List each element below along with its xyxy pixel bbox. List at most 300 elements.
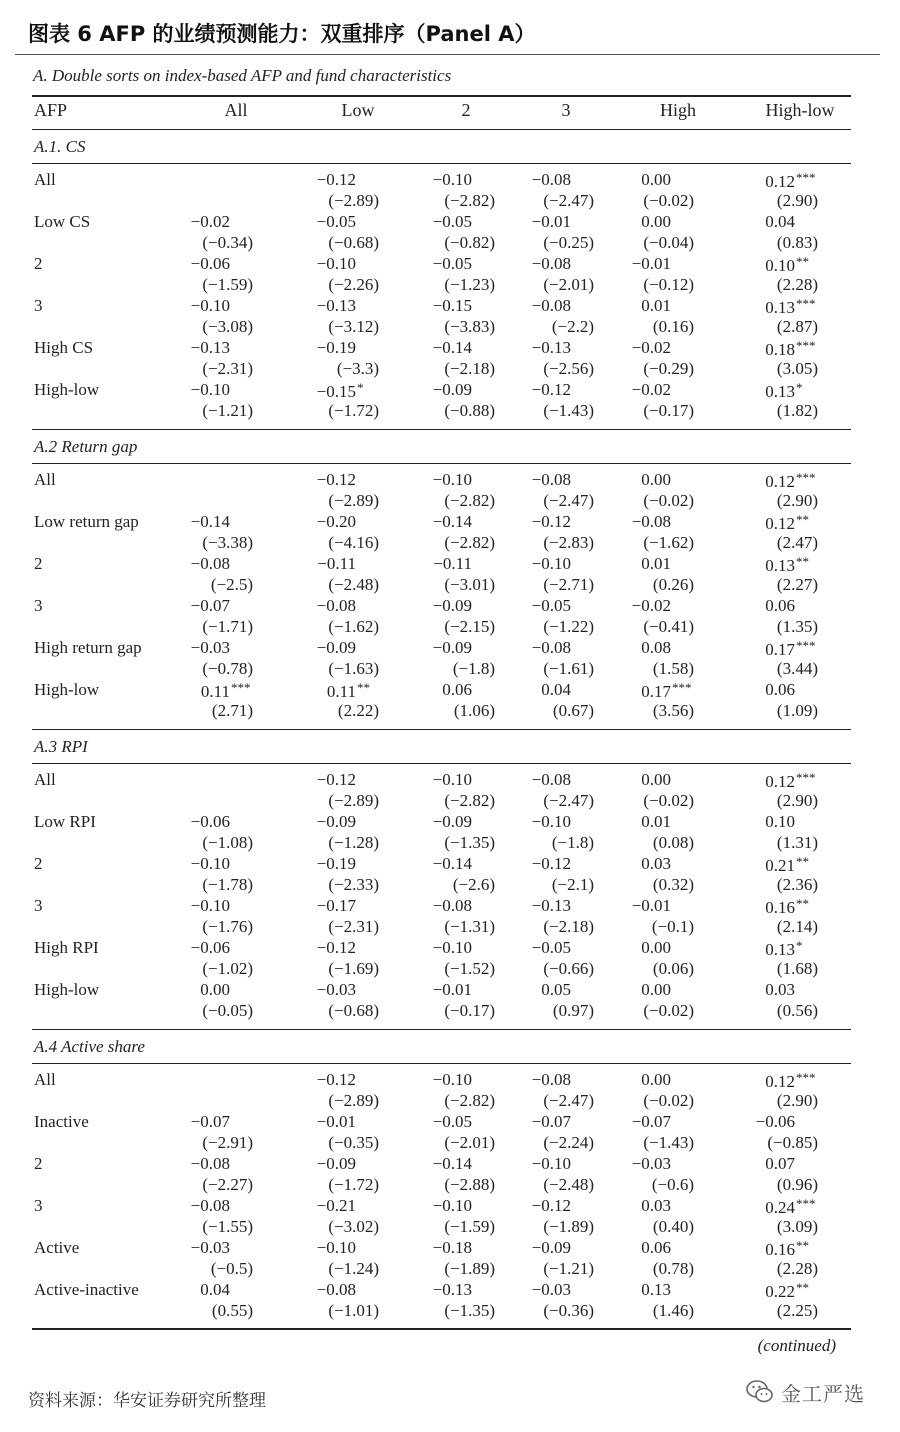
coef-value: 0.17 bbox=[641, 682, 671, 701]
tstat-cell: (−0.02) bbox=[643, 491, 694, 510]
tstat-cell: (−0.29) bbox=[643, 359, 694, 378]
coef-cell bbox=[605, 980, 694, 1000]
coef-cell bbox=[730, 1196, 818, 1218]
tstat-cell: (3.09) bbox=[776, 1217, 818, 1236]
coef-cell bbox=[730, 296, 818, 318]
coef-value: −0.03 bbox=[190, 638, 230, 657]
tstat-cell: (2.22) bbox=[337, 701, 379, 720]
coef-value: −0.05 bbox=[531, 938, 571, 957]
header-all: All bbox=[224, 100, 248, 120]
row-label: 3 bbox=[34, 596, 43, 615]
tstat-cell: (−2.6) bbox=[452, 875, 495, 894]
row-label: 3 bbox=[34, 296, 43, 315]
row-label: High-low bbox=[34, 980, 100, 999]
tstat-cell: (−0.02) bbox=[643, 791, 694, 810]
coef-cell bbox=[150, 380, 253, 400]
coef-cell bbox=[265, 254, 379, 274]
tstat-cell: (−1.62) bbox=[328, 617, 379, 636]
tstat-cell: (−1.59) bbox=[202, 275, 253, 294]
coef-value: 0.06 bbox=[765, 596, 795, 615]
tstat-cell: (2.47) bbox=[776, 533, 818, 552]
table-row bbox=[0, 680, 900, 722]
tstat-cell: (−2.47) bbox=[543, 491, 594, 510]
coef-cell bbox=[150, 512, 253, 532]
coef-value: −0.05 bbox=[432, 212, 472, 231]
coef-value: −0.13 bbox=[432, 1280, 472, 1299]
table-row bbox=[0, 1070, 900, 1112]
coef-cell bbox=[500, 638, 594, 658]
section-rule bbox=[32, 729, 851, 730]
tstat-cell: (−1.52) bbox=[444, 959, 495, 978]
coef-cell bbox=[605, 1070, 694, 1090]
tstat-cell: (−0.82) bbox=[444, 233, 495, 252]
header-low: Low bbox=[341, 100, 375, 120]
tstat-cell: (−1.55) bbox=[202, 1217, 253, 1236]
tstat-cell: (−0.66) bbox=[543, 959, 594, 978]
tstat-cell: (−0.02) bbox=[643, 1001, 694, 1020]
coef-cell bbox=[500, 338, 594, 358]
tstat-cell: (−0.05) bbox=[202, 1001, 253, 1020]
table-row bbox=[0, 212, 900, 254]
tstat-cell: (−0.5) bbox=[210, 1259, 253, 1278]
section-title: A.1. CS bbox=[34, 137, 86, 156]
tstat-cell: (−0.68) bbox=[328, 233, 379, 252]
tstat-cell: (−1.31) bbox=[444, 917, 495, 936]
coef-cell bbox=[150, 938, 253, 958]
coef-value: −0.08 bbox=[190, 1154, 230, 1173]
coef-value: −0.08 bbox=[531, 638, 571, 657]
coef-cell bbox=[605, 854, 694, 874]
wechat-logo bbox=[745, 1377, 865, 1407]
coef-cell bbox=[150, 770, 253, 790]
coef-cell bbox=[605, 1238, 694, 1258]
table-row bbox=[0, 980, 900, 1022]
coef-value: −0.08 bbox=[316, 596, 356, 615]
table-row bbox=[0, 638, 900, 680]
significance-stars: * bbox=[796, 380, 803, 395]
coef-cell bbox=[500, 212, 594, 232]
tstat-cell: (2.14) bbox=[776, 917, 818, 936]
significance-stars: ** bbox=[796, 896, 809, 911]
significance-stars: *** bbox=[796, 338, 816, 353]
coef-cell bbox=[500, 1112, 594, 1132]
coef-cell bbox=[500, 470, 594, 490]
coef-value: −0.10 bbox=[432, 1070, 472, 1089]
coef-cell bbox=[265, 1154, 379, 1174]
coef-cell bbox=[500, 1196, 594, 1216]
tstat-cell: (1.31) bbox=[776, 833, 818, 852]
coef-cell bbox=[730, 596, 818, 616]
coef-value: −0.14 bbox=[432, 854, 472, 873]
coef-cell bbox=[150, 680, 253, 702]
row-label: High RPI bbox=[34, 938, 99, 957]
table-row bbox=[0, 380, 900, 422]
coef-value: −0.12 bbox=[316, 770, 356, 789]
coef-value: −0.02 bbox=[631, 380, 671, 399]
table-row bbox=[0, 512, 900, 554]
tstat-cell: (−0.41) bbox=[643, 617, 694, 636]
table-header-row bbox=[0, 100, 900, 124]
coef-value: 0.13 bbox=[765, 298, 795, 317]
significance-stars: ** bbox=[357, 680, 370, 695]
tstat-cell: (−1.63) bbox=[328, 659, 379, 678]
tstat-cell: (2.36) bbox=[776, 875, 818, 894]
coef-cell bbox=[265, 770, 379, 790]
coef-cell bbox=[265, 470, 379, 490]
coef-cell bbox=[500, 770, 594, 790]
tstat-cell: (−0.36) bbox=[543, 1301, 594, 1320]
coef-value: 0.21 bbox=[765, 856, 795, 875]
coef-cell bbox=[390, 1196, 495, 1216]
coef-value: 0.12 bbox=[765, 172, 795, 191]
coef-cell bbox=[150, 338, 253, 358]
coef-value: 0.12 bbox=[765, 472, 795, 491]
tstat-cell: (0.67) bbox=[552, 701, 594, 720]
coef-cell bbox=[390, 296, 495, 316]
coef-value: −0.03 bbox=[531, 1280, 571, 1299]
coef-cell bbox=[150, 1154, 253, 1174]
coef-cell bbox=[605, 170, 694, 190]
coef-cell bbox=[150, 896, 253, 916]
tstat-cell: (2.25) bbox=[776, 1301, 818, 1320]
coef-value: 0.00 bbox=[641, 170, 671, 189]
coef-cell bbox=[605, 470, 694, 490]
tstat-cell: (−0.1) bbox=[651, 917, 694, 936]
coef-value: −0.13 bbox=[190, 338, 230, 357]
coef-cell bbox=[730, 380, 818, 402]
coef-value: 0.13 bbox=[765, 382, 795, 401]
coef-cell bbox=[730, 1280, 818, 1302]
coef-value: −0.10 bbox=[432, 938, 472, 957]
table-row bbox=[0, 1196, 900, 1238]
section-title-rule bbox=[32, 163, 851, 164]
coef-value: 0.12 bbox=[765, 1072, 795, 1091]
tstat-cell: (2.90) bbox=[776, 191, 818, 210]
row-label: Low CS bbox=[34, 212, 91, 231]
section-title-rule bbox=[32, 463, 851, 464]
coef-value: −0.10 bbox=[531, 1154, 571, 1173]
significance-stars: * bbox=[796, 938, 803, 953]
coef-value: −0.08 bbox=[531, 770, 571, 789]
coef-value: −0.10 bbox=[432, 770, 472, 789]
tstat-cell: (−2.82) bbox=[444, 533, 495, 552]
section-title: A.3 RPI bbox=[34, 737, 88, 756]
tstat-cell: (−0.04) bbox=[643, 233, 694, 252]
coef-value: −0.12 bbox=[531, 380, 571, 399]
coef-value: 0.11 bbox=[326, 682, 356, 701]
coef-value: −0.12 bbox=[531, 854, 571, 873]
table-row bbox=[0, 854, 900, 896]
coef-cell bbox=[265, 1280, 379, 1300]
tstat-cell: (0.96) bbox=[776, 1175, 818, 1194]
coef-value: −0.11 bbox=[433, 554, 472, 573]
coef-value: −0.08 bbox=[190, 1196, 230, 1215]
header-high-low: High-low bbox=[765, 100, 835, 120]
coef-value: −0.03 bbox=[631, 1154, 671, 1173]
coef-cell bbox=[730, 1238, 818, 1260]
coef-cell bbox=[150, 296, 253, 316]
coef-value: −0.08 bbox=[316, 1280, 356, 1299]
tstat-cell: (−0.25) bbox=[543, 233, 594, 252]
tstat-cell: (−0.34) bbox=[202, 233, 253, 252]
tstat-cell: (−0.17) bbox=[444, 1001, 495, 1020]
coef-value: −0.08 bbox=[531, 1070, 571, 1089]
tstat-cell: (−1.35) bbox=[444, 1301, 495, 1320]
coef-cell bbox=[605, 212, 694, 232]
tstat-cell: (3.56) bbox=[652, 701, 694, 720]
coef-cell bbox=[265, 596, 379, 616]
tstat-cell: (−3.83) bbox=[444, 317, 495, 336]
significance-stars: ** bbox=[796, 854, 809, 869]
coef-cell bbox=[390, 212, 495, 232]
significance-stars: *** bbox=[231, 680, 251, 695]
coef-cell bbox=[500, 1238, 594, 1258]
coef-value: 0.04 bbox=[200, 1280, 230, 1299]
coef-value: 0.01 bbox=[641, 812, 671, 831]
coef-value: −0.05 bbox=[432, 254, 472, 273]
coef-cell bbox=[150, 170, 253, 190]
tstat-cell: (−2.18) bbox=[444, 359, 495, 378]
tstat-cell: (−1.62) bbox=[643, 533, 694, 552]
tstat-cell: (0.55) bbox=[211, 1301, 253, 1320]
coef-cell bbox=[605, 554, 694, 574]
coef-cell bbox=[730, 170, 818, 192]
coef-value: 0.12 bbox=[765, 772, 795, 791]
coef-cell bbox=[500, 854, 594, 874]
coef-cell bbox=[500, 896, 594, 916]
coef-value: 0.03 bbox=[765, 980, 795, 999]
section-title-rule bbox=[32, 763, 851, 764]
coef-value: 0.00 bbox=[641, 938, 671, 957]
tstat-cell: (2.27) bbox=[776, 575, 818, 594]
coef-value: −0.02 bbox=[631, 596, 671, 615]
coef-cell bbox=[390, 1280, 495, 1300]
coef-value: −0.10 bbox=[432, 170, 472, 189]
coef-value: −0.19 bbox=[316, 854, 356, 873]
table-row bbox=[0, 596, 900, 638]
coef-value: −0.10 bbox=[316, 254, 356, 273]
coef-value: −0.07 bbox=[631, 1112, 671, 1131]
coef-value: −0.10 bbox=[190, 296, 230, 315]
coef-value: −0.01 bbox=[531, 212, 571, 231]
coef-value: −0.08 bbox=[531, 296, 571, 315]
coef-cell bbox=[730, 854, 818, 876]
tstat-cell: (1.06) bbox=[453, 701, 495, 720]
row-label: 3 bbox=[34, 896, 43, 915]
section-title: A.2 Return gap bbox=[34, 437, 138, 456]
table-row bbox=[0, 1112, 900, 1154]
row-label: All bbox=[34, 170, 56, 189]
coef-cell bbox=[265, 212, 379, 232]
coef-cell bbox=[390, 896, 495, 916]
coef-cell bbox=[730, 980, 818, 1000]
row-label: Low return gap bbox=[34, 512, 139, 531]
significance-stars: *** bbox=[796, 638, 816, 653]
coef-cell bbox=[500, 254, 594, 274]
significance-stars: * bbox=[357, 380, 364, 395]
coef-value: −0.14 bbox=[190, 512, 230, 531]
table-top-rule bbox=[32, 95, 851, 97]
coef-value: −0.05 bbox=[316, 212, 356, 231]
tstat-cell: (1.09) bbox=[776, 701, 818, 720]
tstat-cell: (−1.61) bbox=[543, 659, 594, 678]
coef-cell bbox=[150, 980, 253, 1000]
coef-value: −0.06 bbox=[755, 1112, 795, 1131]
tstat-cell: (−2.15) bbox=[444, 617, 495, 636]
wechat-icon bbox=[745, 1378, 775, 1406]
coef-value: 0.10 bbox=[765, 256, 795, 275]
tstat-cell: (−2.1) bbox=[551, 875, 594, 894]
coef-value: −0.12 bbox=[316, 470, 356, 489]
coef-cell bbox=[605, 512, 694, 532]
table-bottom-rule bbox=[32, 1328, 851, 1330]
tstat-cell: (−2.01) bbox=[444, 1133, 495, 1152]
tstat-cell: (−3.02) bbox=[328, 1217, 379, 1236]
coef-cell bbox=[265, 938, 379, 958]
coef-value: −0.05 bbox=[531, 596, 571, 615]
coef-value: −0.01 bbox=[432, 980, 472, 999]
coef-cell bbox=[390, 812, 495, 832]
table-row bbox=[0, 896, 900, 938]
coef-cell bbox=[730, 1112, 818, 1132]
coef-value: −0.09 bbox=[432, 380, 472, 399]
tstat-cell: (−1.89) bbox=[543, 1217, 594, 1236]
coef-cell bbox=[500, 812, 594, 832]
coef-cell bbox=[390, 170, 495, 190]
tstat-cell: (−1.23) bbox=[444, 275, 495, 294]
tstat-cell: (−0.78) bbox=[202, 659, 253, 678]
table-row bbox=[0, 254, 900, 296]
tstat-cell: (0.16) bbox=[652, 317, 694, 336]
tstat-cell: (1.68) bbox=[776, 959, 818, 978]
coef-cell bbox=[265, 170, 379, 190]
coef-cell bbox=[150, 1112, 253, 1132]
coef-cell bbox=[730, 212, 818, 232]
coef-cell bbox=[390, 470, 495, 490]
coef-value: 0.04 bbox=[541, 680, 571, 699]
tstat-cell: (−1.8) bbox=[452, 659, 495, 678]
coef-cell bbox=[265, 980, 379, 1000]
tstat-cell: (2.87) bbox=[776, 317, 818, 336]
row-label: High return gap bbox=[34, 638, 142, 657]
coef-cell bbox=[605, 338, 694, 358]
coef-cell bbox=[605, 938, 694, 958]
coef-cell bbox=[390, 254, 495, 274]
coef-value: −0.20 bbox=[316, 512, 356, 531]
coef-cell bbox=[500, 980, 594, 1000]
coef-cell bbox=[390, 938, 495, 958]
coef-cell bbox=[150, 638, 253, 658]
coef-cell bbox=[730, 770, 818, 792]
coef-cell bbox=[605, 380, 694, 400]
tstat-cell: (−2.26) bbox=[328, 275, 379, 294]
row-label: 2 bbox=[34, 554, 43, 573]
coef-value: −0.03 bbox=[316, 980, 356, 999]
coef-value: −0.14 bbox=[432, 512, 472, 531]
coef-value: 0.01 bbox=[641, 554, 671, 573]
tstat-cell: (0.78) bbox=[652, 1259, 694, 1278]
tstat-cell: (−0.17) bbox=[643, 401, 694, 420]
coef-value: −0.09 bbox=[316, 638, 356, 657]
tstat-cell: (−2.82) bbox=[444, 491, 495, 510]
coef-cell bbox=[730, 338, 818, 360]
coef-cell bbox=[265, 896, 379, 916]
tstat-cell: (0.56) bbox=[776, 1001, 818, 1020]
tstat-cell: (0.06) bbox=[652, 959, 694, 978]
coef-value: 0.13 bbox=[765, 556, 795, 575]
coef-cell bbox=[265, 1238, 379, 1258]
coef-value: −0.01 bbox=[631, 254, 671, 273]
significance-stars: ** bbox=[796, 1280, 809, 1295]
tstat-cell: (−2.71) bbox=[543, 575, 594, 594]
coef-cell bbox=[390, 512, 495, 532]
table-row bbox=[0, 770, 900, 812]
tstat-cell: (−2.56) bbox=[543, 359, 594, 378]
coef-value: 0.03 bbox=[641, 1196, 671, 1215]
row-label: High-low bbox=[34, 680, 100, 699]
coef-value: −0.10 bbox=[190, 896, 230, 915]
coef-value: −0.05 bbox=[432, 1112, 472, 1131]
tstat-cell: (−2.01) bbox=[543, 275, 594, 294]
table-row bbox=[0, 812, 900, 854]
coef-cell bbox=[730, 254, 818, 276]
tstat-cell: (−1.76) bbox=[202, 917, 253, 936]
coef-value: −0.10 bbox=[531, 812, 571, 831]
coef-cell bbox=[605, 596, 694, 616]
table-row bbox=[0, 938, 900, 980]
significance-stars: ** bbox=[796, 254, 809, 269]
coef-value: 0.03 bbox=[641, 854, 671, 873]
coef-value: −0.14 bbox=[432, 1154, 472, 1173]
tstat-cell: (−1.21) bbox=[543, 1259, 594, 1278]
tstat-cell: (−3.01) bbox=[444, 575, 495, 594]
tstat-cell: (−2.48) bbox=[328, 575, 379, 594]
coef-value: 0.13 bbox=[641, 1280, 671, 1299]
coef-value: −0.08 bbox=[531, 170, 571, 189]
coef-value: −0.06 bbox=[190, 254, 230, 273]
coef-cell bbox=[150, 854, 253, 874]
coef-value: −0.12 bbox=[316, 170, 356, 189]
header-afp: AFP bbox=[34, 100, 68, 120]
tstat-cell: (−1.43) bbox=[643, 1133, 694, 1152]
coef-value: 0.07 bbox=[765, 1154, 795, 1173]
table-row bbox=[0, 1280, 900, 1322]
continued-note: (continued) bbox=[757, 1336, 836, 1355]
tstat-cell: (−0.68) bbox=[328, 1001, 379, 1020]
coef-cell bbox=[730, 812, 818, 832]
coef-value: 0.24 bbox=[765, 1198, 795, 1217]
coef-value: 0.13 bbox=[765, 940, 795, 959]
coef-cell bbox=[390, 338, 495, 358]
coef-cell bbox=[500, 680, 594, 700]
coef-value: −0.13 bbox=[316, 296, 356, 315]
coef-value: −0.09 bbox=[531, 1238, 571, 1257]
coef-value: −0.13 bbox=[531, 896, 571, 915]
tstat-cell: (−0.35) bbox=[328, 1133, 379, 1152]
tstat-cell: (−2.5) bbox=[210, 575, 253, 594]
coef-cell bbox=[265, 680, 379, 702]
coef-value: −0.01 bbox=[631, 896, 671, 915]
coef-cell bbox=[605, 680, 694, 702]
coef-cell bbox=[500, 1070, 594, 1090]
tstat-cell: (−1.78) bbox=[202, 875, 253, 894]
tstat-cell: (3.44) bbox=[776, 659, 818, 678]
tstat-cell: (0.32) bbox=[652, 875, 694, 894]
tstat-cell: (−1.59) bbox=[444, 1217, 495, 1236]
tstat-cell: (−1.28) bbox=[328, 833, 379, 852]
coef-value: −0.10 bbox=[190, 380, 230, 399]
table-row bbox=[0, 554, 900, 596]
